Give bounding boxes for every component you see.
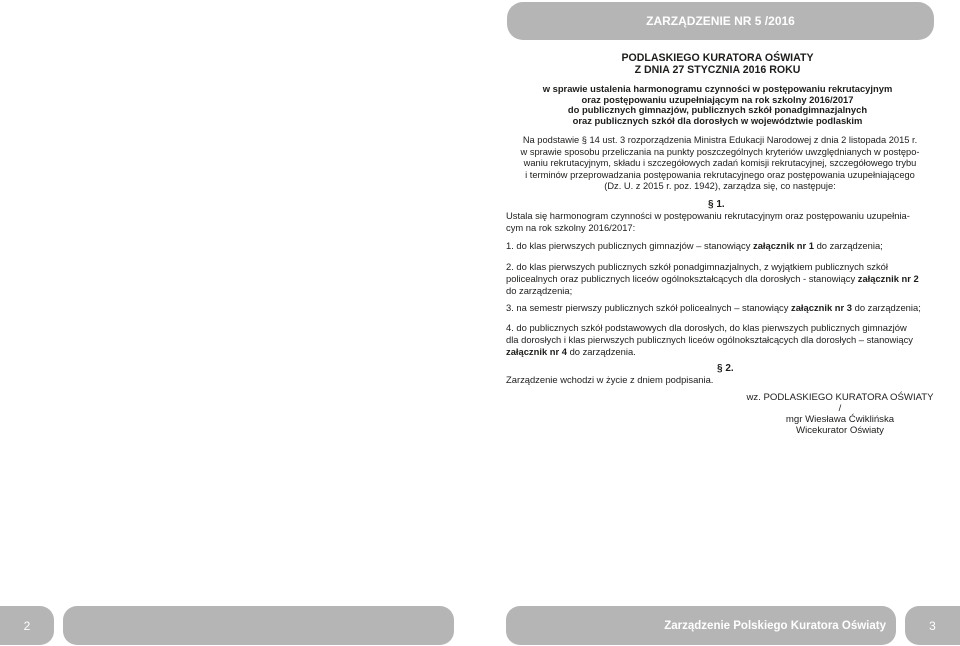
attachment-ref: załącznik nr 4 [506, 345, 567, 357]
item-1 [506, 240, 934, 252]
issuer-name: PODLASKIEGO KURATORA OŚWIATY [621, 52, 814, 64]
document-title: ZARZĄDZENIE NR 5 /2016 [646, 14, 795, 28]
item-text: 2. do klas pierwszych publicznych szkół ponadgimnazjalnych, z wyjątkiem publicznych szkół [506, 261, 888, 272]
footer-title: Zarządzenie Polskiego Kuratora Oświaty [664, 619, 886, 632]
signature-line: wz. PODLASKIEGO KURATORA OŚWIATY [746, 392, 934, 403]
basis-line: (Dz. U. z 2015 r. poz. 1942), zarządza się, co następuje: [604, 181, 836, 191]
page-number-right [905, 606, 960, 645]
item-3 [506, 302, 934, 314]
signature-block [740, 392, 940, 436]
issuer-date: Z DNIA 27 STYCZNIA 2016 ROKU [634, 64, 801, 77]
subject-line: oraz postępowaniu uzupełniającym na rok szkolny 2016/2017 [581, 93, 854, 105]
item-text: 4. do publicznych szkół podstawowych dla dorosłych, do klas pierwszych publicznych gimnazjów [506, 322, 907, 333]
section-2-text: Zarządzenie wchodzi w życie z dniem podpisania. [506, 374, 714, 385]
subject-line: oraz publicznych szkół dla dorosłych w województwie podlaskim [572, 114, 863, 126]
signature-line: / [838, 403, 842, 414]
item-text: policealnych oraz publicznych liceów ogólnokształcących dla dorosłych - stanowiący [506, 272, 858, 284]
header-bar [507, 2, 934, 40]
subject-line: w sprawie ustalenia harmonogramu czynności w postępowaniu rekrutacyjnym [542, 83, 893, 94]
basis-line: i terminów przeprowadzania postępowania rekrutacyjnego oraz postępowania uzupełniającego [525, 169, 915, 180]
attachment-ref: załącznik nr 3 [791, 302, 852, 313]
signature-name: mgr Wiesława Ćwiklińska [785, 414, 895, 425]
page-number: 2 [23, 618, 31, 633]
page-number-left [0, 606, 54, 645]
signature-role: Wicekurator Oświaty [796, 425, 884, 436]
section-1-intro [506, 210, 934, 234]
attachment-ref: załącznik nr 2 [857, 272, 919, 284]
attachment-ref: załącznik nr 1 [753, 240, 814, 251]
issuer-block [505, 52, 930, 77]
basis-line: w sprawie sposobu przeliczania na punkty poszczególnych kryteriów uwzględnianych w postępo- [520, 146, 920, 157]
basis-line: waniu rekrutacyjnym, składu i szczegółowych zadań komisji rekrutacyjnej, szczegółowego trybu [523, 158, 917, 168]
section-2-sign: § 2. [717, 363, 734, 374]
item-text: do zarządzenia. [566, 345, 636, 357]
item-4 [506, 322, 934, 357]
item-text: dla dorosłych i klas pierwszych publicznych liceów ogólnokształcących dla dorosłych – stanowiący [506, 333, 913, 345]
item-text: 1. do klas pierwszych publicznych gimnazjów – stanowiący [506, 240, 753, 251]
footer-bar-right [506, 606, 896, 645]
section-1-sign: § 1. [708, 199, 725, 210]
item-text: do zarządzenia; [813, 240, 883, 251]
section-1-intro-line: cym na rok szkolny 2016/2017: [506, 221, 636, 233]
section-1-intro-line: Ustala się harmonogram czynności w postępowaniu rekrutacyjnym oraz postępowaniu uzupełnia- [506, 210, 910, 221]
subject-block [505, 84, 930, 126]
item-2 [506, 261, 934, 296]
item-text: do zarządzenia; [852, 302, 921, 313]
basis-line: Na podstawie § 14 ust. 3 rozporządzenia Ministra Edukacji Narodowej z dnia 2 listopada 2015 r. [522, 135, 918, 145]
subject-line: do publicznych gimnazjów, publicznych szkół ponadgimnazjalnych [567, 104, 868, 116]
footer-bar-left [63, 606, 454, 645]
item-text: 3. na semestr pierwszy publicznych szkół policealnych – stanowiący [506, 302, 792, 313]
page-number: 3 [929, 618, 936, 633]
item-text: do zarządzenia; [506, 284, 573, 296]
legal-basis [505, 135, 935, 193]
